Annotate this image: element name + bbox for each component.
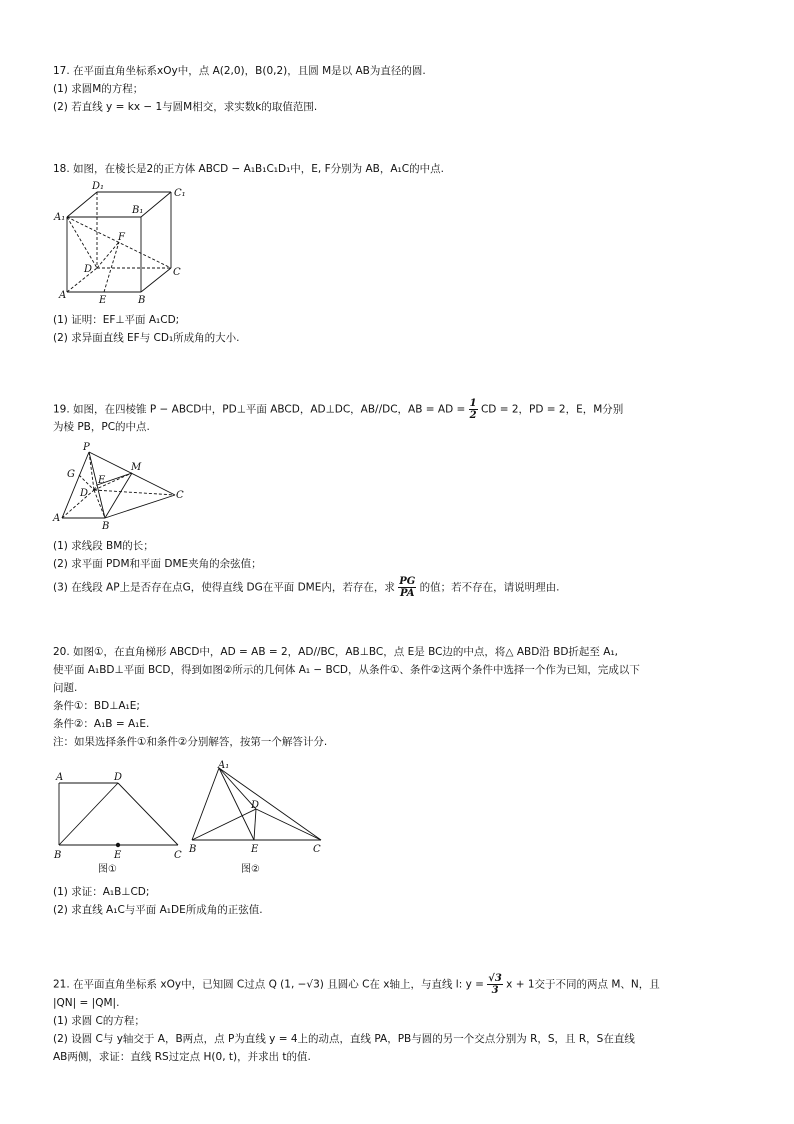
q19-part2: (2) 求平面 PDM和平面 DME夹角的余弦值； — [53, 558, 262, 570]
q19-part3-a: (3) 在线段 AP上是否存在点G，使得直线 DG在平面 DME内，若存在，求 — [53, 581, 395, 594]
q19-part3-fraction — [398, 576, 416, 599]
q21-part2b: AB两侧，求证：直线 RS过定点 H(0, t)，并求出 t的值. — [53, 1051, 311, 1063]
q19-part3-b: 的值；若不存在，请说明理由. — [419, 581, 560, 594]
q19-label-m: M — [131, 462, 142, 473]
q21-frac-den: 3 — [491, 985, 499, 996]
q20-fig1-label-a: A — [56, 772, 64, 783]
q21-fraction — [487, 973, 503, 996]
q19-label-d: D — [80, 488, 89, 499]
q20-condition1: 条件①：BD⊥A₁E; — [53, 700, 140, 712]
q18-label-c1: C₁ — [174, 188, 186, 199]
q19-fraction — [469, 398, 478, 421]
q18-part1: (1) 证明：EF⊥平面 A₁CD; — [53, 314, 180, 326]
q21-stem — [53, 973, 660, 996]
q17-part1: (1) 求圆M的方程； — [53, 83, 144, 95]
q18-label-f: F — [118, 232, 125, 243]
q20-fig2-label-a1: A₁ — [218, 760, 230, 771]
q21-part1: (1) 求圆 C的方程； — [53, 1015, 145, 1027]
q20-part2: (2) 求直线 A₁C与平面 A₁DE所成角的正弦值. — [53, 904, 263, 916]
q21-part2a: (2) 设圆 C与 y轴交于 A，B两点，点 P为直线 y = 4上的动点，直线 PA，PB与圆的另一个交点分别为 R，S，且 R，S在直线 — [53, 1033, 635, 1045]
q19-part3-den: PA — [399, 588, 415, 599]
q18-label-b: B — [138, 295, 146, 306]
q20-figure2 — [185, 758, 330, 878]
q18-label-e: E — [99, 295, 107, 306]
q19-stem-c: 为棱 PB，PC的中点. — [53, 421, 150, 433]
q21-frac-num: √3 — [488, 973, 502, 984]
q17-part2: (2) 若直线 y = kx − 1与圆M相交，求实数k的取值范围. — [53, 101, 318, 113]
q18-label-b1: B₁ — [132, 205, 144, 216]
q18-label-d1: D₁ — [92, 181, 105, 192]
q19-stem-a: 19. 如图，在四棱锥 P − ABCD中，PD⊥平面 ABCD，AD⊥DC，AB//DC，AB = AD = — [53, 403, 466, 416]
q20-condition2: 条件②：A₁B = A₁E. — [53, 718, 150, 730]
q19-part3 — [53, 576, 559, 599]
q19-part3-num: PG — [399, 576, 416, 587]
q20-stem-b: 使平面 A₁BD⊥平面 BCD，得到如图②所示的几何体 A₁ − BCD，从条件①、条件②这两个条件中选择一个作为已知，完成以下 — [53, 664, 640, 676]
q19-frac-den: 2 — [469, 410, 477, 421]
q20-fig2-label-d: D — [251, 800, 260, 811]
q20-fig2-caption: 图② — [241, 864, 260, 875]
q18-stem: 18. 如图，在棱长是2的正方体 ABCD − A₁B₁C₁D₁中，E, F分别为 AB，A₁C的中点. — [53, 163, 444, 175]
q20-stem-c: 问题. — [53, 682, 78, 694]
q19-label-g: G — [67, 469, 75, 480]
q18-cube-figure — [50, 180, 200, 308]
q21-stem-b: x + 1交于不同的两点 M、N，且 — [506, 978, 660, 991]
q17-stem: 17. 在平面直角坐标系xOy中，点 A(2,0)，B(0,2)，且圆 M是以 AB为直径的圆. — [53, 65, 426, 77]
q20-fig2-label-c: C — [313, 844, 321, 855]
q18-label-a: A — [59, 290, 67, 301]
q19-label-e: E — [98, 475, 106, 486]
q18-part2: (2) 求异面直线 EF与 CD₁所成角的大小. — [53, 332, 240, 344]
q20-figure1 — [50, 768, 190, 878]
q21-stem-a: 21. 在平面直角坐标系 xOy中，已知圆 C过点 Q (1, −√3) 且圆心 C在 x轴上，与直线 l: y = — [53, 978, 484, 991]
q20-fig1-label-c: C — [174, 850, 182, 861]
q20-part1: (1) 求证：A₁B⊥CD; — [53, 886, 150, 898]
q20-fig2-label-b: B — [189, 844, 197, 855]
q19-stem-b: CD = 2，PD = 2，E，M分别 — [480, 403, 624, 416]
q19-frac-num: 1 — [469, 398, 477, 409]
q20-fig1-label-b: B — [54, 850, 62, 861]
q20-stem-a: 20. 如图①，在直角梯形 ABCD中，AD = AB = 2，AD//BC，AB⊥BC，点 E是 BC边的中点，将△ ABD沿 BD折起至 A₁, — [53, 646, 618, 658]
q18-label-a1: A₁ — [54, 212, 66, 223]
q20-fig1-caption: 图① — [98, 864, 117, 875]
q20-note: 注：如果选择条件①和条件②分别解答，按第一个解答计分. — [53, 736, 328, 748]
q19-label-a: A — [53, 513, 61, 524]
q21-stem-c: |QN| = |QM|. — [53, 997, 120, 1009]
q18-label-d: D — [84, 264, 93, 275]
q20-fig1-label-e: E — [114, 850, 122, 861]
q20-fig1-label-d: D — [114, 772, 123, 783]
q20-fig2-label-e: E — [251, 844, 259, 855]
q19-stem — [53, 398, 623, 421]
q19-label-p: P — [83, 442, 90, 453]
q19-label-b: B — [102, 521, 110, 532]
q19-pyramid-figure — [50, 440, 200, 532]
q19-part1: (1) 求线段 BM的长； — [53, 540, 154, 552]
q18-label-c: C — [173, 267, 181, 278]
q19-label-c: C — [176, 490, 184, 501]
